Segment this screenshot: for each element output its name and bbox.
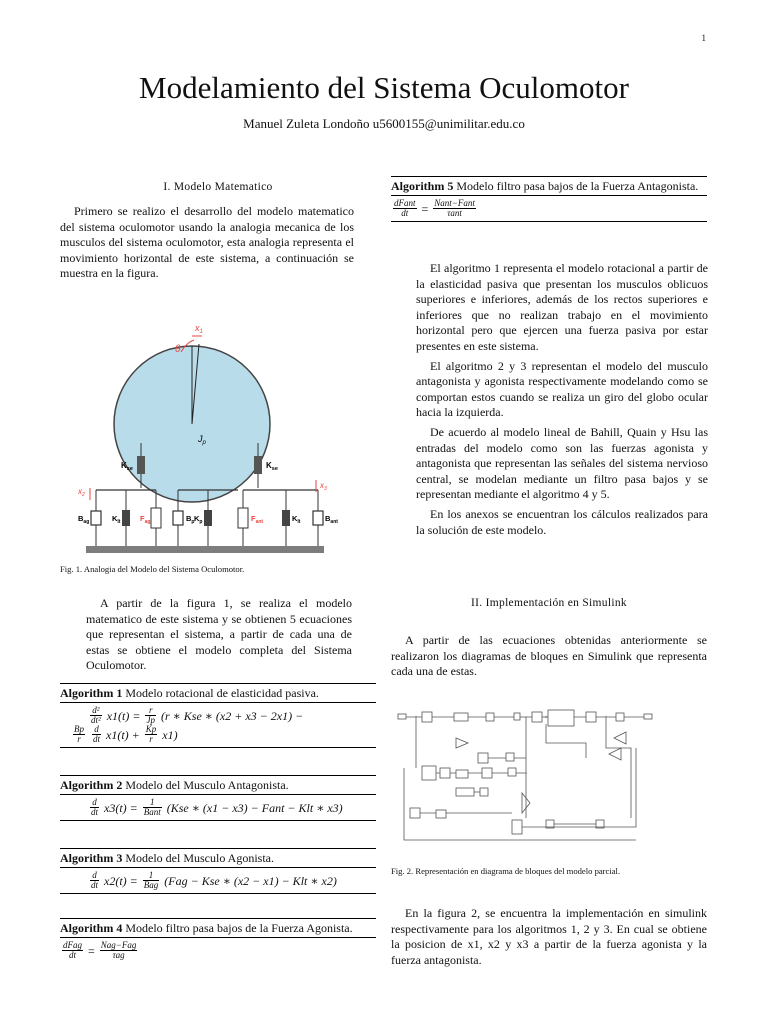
algorithm-2: Algorithm 2 Modelo del Musculo Antagonista. $\frac{d}{dt}$ x3(t) = $\frac{1}{\text{Bant}}$ (Kse ∗ (x1 − x3) − Fant − Klt ∗ x3) [60,775,376,821]
figure-1-mechanical-analogy [78,318,344,554]
paper-title: Modelamiento del Sistema Oculomotor [139,70,629,105]
jp-label: $J_p$ [198,434,206,446]
right-explanation [416,261,708,538]
right-paragraph-3: De acuerdo al modelo lineal de Bahill, Quain y Hsu las entradas del modelo como son las fuerzas agonista y antagonista que representan las señales del sistema nervioso central, se modelan mediante un filtro pasa bajos y se representan mediante el algoritmo 4 y 5. [416,424,708,502]
bant-damper [313,511,323,525]
bp-damper [173,511,183,525]
ground-base [86,546,324,553]
kp-spring [204,510,212,526]
page-number: 1 [701,33,706,43]
kse-right-label: $K_{se}$ [266,461,278,472]
theta-label: θ [175,344,181,355]
klt-right-spring [282,510,290,526]
fag-label: $F_{ag}$ [140,514,151,525]
intro-paragraph [60,204,354,282]
intro-text: Primero se realizo el desarrollo del modelo matematico del sistema oculomotor usando la analogia mecanica de los musculos del sistema oculomotor, esta analogia representa el movimiento horizontal de este sistema, a continuación se muestra en la figura. [60,204,354,281]
section-heading-1: I. Modelo Matematico [163,181,273,193]
final-text: En la figura 2, se encuentra la implementación en simulink respectivamente para los algoritmos 1, 2 y 3. En cual se obtiene la posicion de x1, x2 y x3 a partir de la fuerza agonista y la fuerza antagonista. [391,906,707,967]
simulink-intro-text: A partir de las ecuaciones obtenidas anteriormente se realizaron los diagramas de bloques en Simulink que representa cada una de estas. [391,633,707,679]
bant-label: $B_{ant}$ [325,514,338,525]
klt-right-label: $K_{lt}$ [292,514,301,525]
figure-2-caption: Fig. 2. Representación en diagrama de bloques del modelo parcial. [391,866,621,876]
kse-right-spring [254,456,262,474]
algorithm-4: Algorithm 4 Modelo filtro pasa bajos de la Fuerza Agonista. $\frac{\text{dFag}}{dt}$ = $\frac{\text{Nag−Fag}}{\text{τag}}$ [60,918,376,963]
fant-force-box [238,508,248,528]
after-figure-text: A partir de la figura 1, se realiza el modelo matematico de este sistema y se obtienen 5 ecuaciones que representan el sistema, a partir de cada una de estas se obtiene el modelo completa del Sistema Oculomotor. [86,596,352,673]
kse-left-spring [137,456,145,474]
klt-left-label: $K_{lt}$ [112,514,121,525]
right-paragraph-2: El algoritmo 2 y 3 representan el modelo del musculo antagonista y agonista respectivamente modelando como se comportan estos cuando se realiza un giro del globo ocular hacia la izquierda. [416,358,708,420]
kse-left-label: $K_{se}$ [121,461,133,472]
x1-label: $x_1$ [195,323,203,335]
kp-label: $K_p$ [194,514,203,525]
fant-label: $F_{ant}$ [251,514,264,525]
right-paragraph-4: En los anexos se encuentran los cálculos realizados para la solución de este modelo. [416,506,708,537]
simulink-intro [391,633,707,680]
fag-force-box [151,508,161,528]
section-heading-2: II. Implementación en Simulink [471,597,627,609]
algorithm-5: Algorithm 5 Modelo filtro pasa bajos de la Fuerza Antagonista. $\frac{\text{dFant}}{dt}$ = $\frac{\text{Nant−Fant}}{\text{τant}}$ [391,176,707,222]
bag-damper [91,511,101,525]
figure-1-caption: Fig. 1. Analogia del Modelo del Sistema Oculomotor. [60,564,245,574]
bp-label: $B_p$ [186,514,195,525]
right-paragraph-1: El algoritmo 1 representa el modelo rotacional a partir de la elasticidad pasiva que presentan los musculos oblicuos superiores e inferiores, además de los rectos superiores e inferiores que no realizan trabajo en el movimiento horizontal pero que ejercen una fuerza pasiva por estar presentes en este sistema. [416,261,708,353]
bag-label: $B_{ag}$ [78,514,90,525]
algorithm-3: Algorithm 3 Modelo del Musculo Agonista. $\frac{d}{dt}$ x2(t) = $\frac{1}{\text{Bag}}$ (Fag − Kse ∗ (x2 − x1) − Klt ∗ x2) [60,848,376,894]
final-paragraph [391,906,707,968]
klt-left-spring [122,510,130,526]
after-figure-paragraph [86,596,352,674]
algorithm-1: Algorithm 1 Modelo rotacional de elasticidad pasiva. $\frac{\text{d²}}{\text{dt²}}$ x1(t) = $\frac{r}{Jp}$ (r ∗ Kse ∗ (x2 + x3 − 2x1) − $\frac{Bp}{r}$ $\frac{d}{dt}$ x1(t) + $\frac{Kp}{r}$ x1) [60,683,376,748]
x2-label: $x_2$ [78,487,85,498]
x3-label: $x_3$ [320,481,327,492]
author-line: Manuel Zuleta Londoño u5600155@unimilitar.edu.co [243,116,525,131]
figure-2-simulink-diagram [396,708,662,848]
